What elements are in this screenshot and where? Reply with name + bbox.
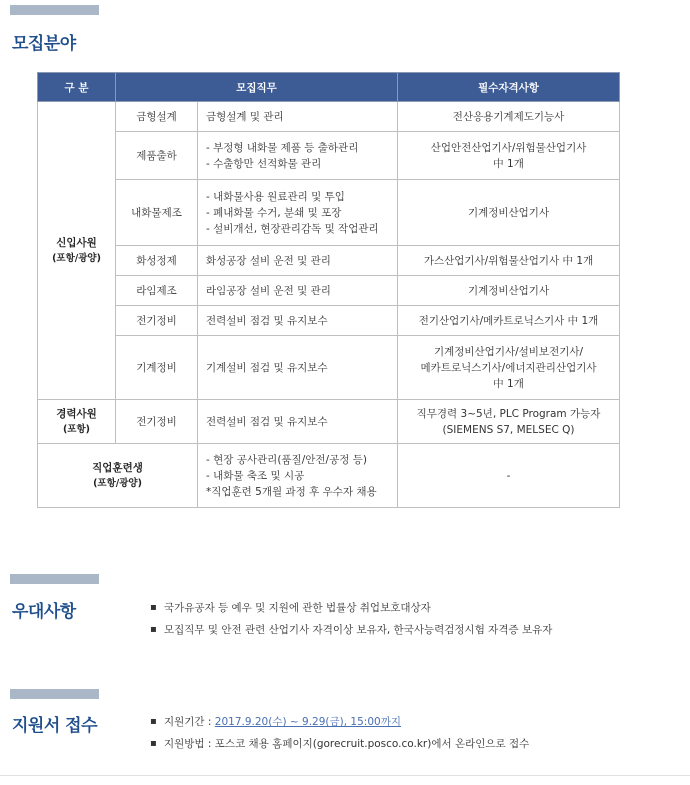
duty-cell-line: 전력설비 점검 및 유지보수	[206, 314, 328, 327]
table-row	[38, 102, 620, 132]
category-cell	[38, 102, 116, 400]
category-cell	[38, 444, 198, 508]
requirement-cell	[398, 276, 620, 306]
job-cell: 화성정제	[116, 246, 198, 276]
requirement-cell	[398, 180, 620, 246]
table-row	[38, 180, 620, 246]
requirement-cell-line: 전기산업기사/메카트로닉스기사 中 1개	[418, 314, 599, 327]
section-title-recruit-field: 모집분야	[12, 34, 76, 54]
requirement-cell	[398, 102, 620, 132]
job-cell: 전기정비	[116, 306, 198, 336]
requirement-cell-line: 전산응용기계제도기능사	[452, 110, 565, 123]
list-item	[150, 733, 529, 755]
requirement-cell	[398, 400, 620, 444]
table-row	[38, 400, 620, 444]
bullet-icon: ▪	[150, 624, 157, 635]
table-row	[38, 132, 620, 180]
preference-text: 모집직무 및 안전 관련 산업기사 자격이상 보유자, 한국사능력검정시험 자격증 보유자	[164, 624, 553, 636]
duty-cell	[198, 444, 398, 508]
duty-cell	[198, 246, 398, 276]
duty-cell-line: 화성공장 설비 운전 및 관리	[206, 254, 331, 267]
header-requirement: 필수자격사항	[398, 73, 620, 102]
duty-cell-line: - 수출항만 선적화물 관리	[206, 157, 322, 170]
requirement-cell-line: 산업안전산업기사/위험물산업기사	[430, 141, 587, 154]
category-cell	[38, 400, 116, 444]
requirement-cell-line: -	[506, 469, 511, 482]
duty-cell-line: 전력설비 점검 및 유지보수	[206, 415, 328, 428]
job-cell: 내화물제조	[116, 180, 198, 246]
duty-cell-line: 금형설계 및 관리	[206, 110, 284, 123]
requirement-cell-line: 기계정비산업기사	[467, 206, 550, 219]
list-item	[150, 597, 552, 619]
duty-cell	[198, 102, 398, 132]
duty-cell-line: 기계설비 점검 및 유지보수	[206, 361, 328, 374]
table-row	[38, 246, 620, 276]
requirement-cell-line: 기계정비산업기사	[467, 284, 550, 297]
table-header-row	[38, 73, 620, 102]
category-label: 신입사원	[56, 236, 97, 249]
list-item	[150, 711, 529, 733]
requirement-cell-line: 기계정비산업기사/설비보전기사/	[433, 345, 584, 358]
table-row	[38, 336, 620, 400]
job-cell: 라임제조	[116, 276, 198, 306]
requirement-cell	[398, 336, 620, 400]
requirement-cell	[398, 132, 620, 180]
section-title-preference: 우대사항	[12, 602, 76, 622]
category-label: 경력사원	[56, 407, 97, 420]
duty-cell-line: - 부정형 내화물 제품 등 출하관리	[206, 141, 359, 154]
bottom-divider	[0, 775, 690, 776]
table-row	[38, 444, 620, 508]
requirement-cell	[398, 246, 620, 276]
requirement-cell-line: (SIEMENS S7, MELSEC Q)	[442, 423, 575, 436]
table-row	[38, 276, 620, 306]
requirement-cell-line: 메카트로닉스기사/에너지관리산업기사	[420, 361, 597, 374]
list-item	[150, 619, 552, 641]
preference-text: 국가유공자 등 예우 및 지원에 관한 법률상 취업보호대상자	[164, 602, 431, 614]
period-label: 지원기간 :	[164, 716, 215, 728]
requirement-cell	[398, 444, 620, 508]
duty-cell	[198, 306, 398, 336]
duty-cell-line: - 내화물사용 원료관리 및 투입	[206, 190, 345, 203]
duty-cell-line: - 내화물 축조 및 시공	[206, 469, 305, 482]
duty-cell-line: - 폐내화물 수거, 분쇄 및 포장	[206, 206, 342, 219]
job-cell: 제품출하	[116, 132, 198, 180]
header-category: 구 분	[38, 73, 116, 102]
bullet-icon: ▪	[150, 738, 157, 749]
category-location: (포항/광양)	[93, 477, 142, 489]
section-title-application: 지원서 접수	[12, 716, 98, 736]
duty-cell	[198, 132, 398, 180]
category-location: (포항)	[62, 423, 91, 435]
duty-cell-line: - 현장 공사관리(품질/안전/공정 등)	[206, 453, 367, 466]
requirement-cell-line: 가스산업기사/위험물산업기사 中 1개	[423, 254, 594, 267]
job-cell: 금형설계	[116, 102, 198, 132]
job-cell: 기계정비	[116, 336, 198, 400]
bullet-icon: ▪	[150, 602, 157, 613]
duty-cell	[198, 276, 398, 306]
application-list	[150, 711, 529, 755]
duty-cell	[198, 336, 398, 400]
duty-cell-line: - 설비개선, 현장관리감독 및 작업관리	[206, 222, 379, 235]
requirement-cell	[398, 306, 620, 336]
recruit-table	[37, 72, 620, 508]
job-cell: 전기정비	[116, 400, 198, 444]
duty-cell-line: *직업훈련 5개월 과정 후 우수자 채용	[206, 485, 377, 498]
section-bar-preference	[10, 574, 99, 584]
section-bar-application	[10, 689, 99, 699]
preference-list	[150, 597, 552, 641]
period-link[interactable]: 2017.9.20(수) ~ 9.29(금), 15:00까지	[214, 716, 401, 728]
category-location: (포항/광양)	[52, 252, 101, 264]
requirement-cell-line: 中 1개	[493, 377, 524, 390]
duty-cell	[198, 400, 398, 444]
requirement-cell-line: 직무경력 3~5년, PLC Program 가능자	[416, 407, 601, 420]
table-row	[38, 306, 620, 336]
category-label: 직업훈련생	[92, 461, 143, 474]
duty-cell-line: 라임공장 설비 운전 및 관리	[206, 284, 331, 297]
requirement-cell-line: 中 1개	[493, 157, 524, 170]
section-bar-recruit	[10, 5, 99, 15]
duty-cell	[198, 180, 398, 246]
header-duty: 모집직무	[116, 73, 398, 102]
bullet-icon: ▪	[150, 716, 157, 727]
method-text: 지원방법 : 포스코 채용 홈페이지(gorecruit.posco.co.kr)에서 온라인으로 접수	[164, 738, 530, 750]
